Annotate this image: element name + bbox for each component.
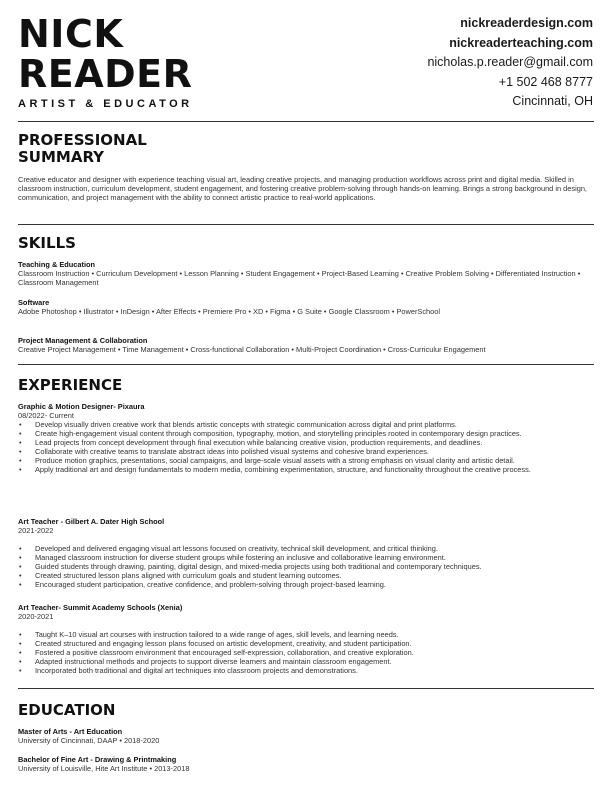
job-bullet: • Apply traditional art and design fundamentals to modern media, combining experimentation, structure, and functionality throughout the creative process. — [18, 465, 594, 474]
first-name: NICK — [18, 12, 124, 56]
contact-block — [427, 14, 593, 112]
job-bullet: • Develop visually driven creative work that blends artistic concepts with strategic communication across digital and print platforms. — [18, 420, 594, 429]
divider — [18, 224, 594, 225]
summary-title — [18, 132, 147, 166]
role-subtitle: ARTIST & EDUCATOR — [18, 98, 193, 110]
job-entry — [18, 603, 594, 675]
skill-group — [18, 336, 594, 354]
website-teaching-link[interactable]: nickreaderteaching.com — [449, 35, 593, 50]
summary-title-line2: SUMMARY — [18, 148, 105, 166]
divider — [18, 688, 594, 689]
last-name: READER — [18, 52, 193, 96]
job-bullets — [18, 630, 594, 675]
degree-detail: University of Cincinnati, DAAP • 2018-2020 — [18, 736, 160, 745]
job-entry — [18, 402, 594, 474]
skill-group-items: Classroom Instruction • Curriculum Development • Lesson Planning • Student Engagement • Project-Based Learning • Creative Problem Solving • Differentiated Instruction • Classroom Management — [18, 269, 581, 287]
education-entry — [18, 727, 594, 745]
job-bullet: • Encouraged student participation, creative confidence, and problem-solving through project-based learning. — [18, 580, 594, 589]
experience-title: EXPERIENCE — [18, 376, 123, 394]
job-bullet: • Adapted instructional methods and projects to support diverse learners and maintain classroom engagement. — [18, 657, 594, 666]
job-bullet: • Taught K–10 visual art courses with instruction tailored to a wide range of ages, skill levels, and learning needs. — [18, 630, 594, 639]
summary-title-line1: PROFESSIONAL — [18, 131, 147, 149]
degree-title: Bachelor of Fine Art - Drawing & Printmaking — [18, 755, 177, 764]
job-bullet: • Managed classroom instruction for diverse student groups while fostering an inclusive and collaborative learning environment. — [18, 553, 594, 562]
job-dates: 2020-2021 — [18, 612, 54, 621]
job-dates: 2021-2022 — [18, 526, 54, 535]
education-title: EDUCATION — [18, 701, 116, 719]
divider — [18, 364, 594, 365]
job-entry — [18, 517, 594, 589]
skill-group-heading: Teaching & Education — [18, 260, 96, 269]
degree-detail: University of Louisville, Hite Art Institute • 2013-2018 — [18, 764, 190, 773]
website-design-link[interactable]: nickreaderdesign.com — [460, 16, 593, 30]
skill-group — [18, 260, 594, 287]
job-dates: 08/2022- Current — [18, 411, 74, 420]
summary-text: Creative educator and designer with experience teaching visual art, leading creative projects, and managing production workflows across print and digital media. Skilled in classroom instruction, curriculum development, student engagement, and fostering creative problem-solving through hands-on learning. Brings a strong background in design, communication, and project management with the ability to connect artistic practice to real-world applications. — [18, 175, 587, 202]
skill-group-heading: Software — [18, 298, 50, 307]
skill-group-items: Creative Project Management • Time Management • Cross-functional Collaboration • Multi-Project Coordination • Cross-Curriculur Engagement — [18, 345, 486, 354]
skill-group — [18, 298, 594, 316]
phone-number: +1 502 468 8777 — [498, 74, 593, 89]
job-bullet: • Produce motion graphics, presentations, social campaigns, and large-scale visual assets with a strong emphasis on visual clarity and artistic detail. — [18, 456, 594, 465]
job-title: Art Teacher- Summit Academy Schools (Xenia) — [18, 603, 183, 612]
skills-title: SKILLS — [18, 234, 76, 252]
job-bullet: • Created structured lesson plans aligned with curriculum goals and student learning outcomes. — [18, 571, 594, 580]
skill-group-items: Adobe Photoshop • Illustrator • InDesign • After Effects • Premiere Pro • XD • Figma • G Suite • Google Classroom • PowerSchool — [18, 307, 441, 316]
email-link[interactable]: nicholas.p.reader@gmail.com — [427, 55, 593, 69]
job-bullet: • Lead projects from concept development through final execution while balancing creative vision, production requirements, and deadlines. — [18, 438, 594, 447]
divider — [18, 121, 594, 122]
job-bullet: • Incorporated both traditional and digital art techniques into classroom projects and demonstrations. — [18, 666, 594, 675]
job-bullet: • Created structured and engaging lesson plans focused on artistic development, creativity, and student participation. — [18, 639, 594, 648]
job-bullets — [18, 544, 594, 589]
location: Cincinnati, OH — [512, 94, 593, 108]
skill-group-heading: Project Management & Collaboration — [18, 336, 148, 345]
job-bullet: • Create high-engagement visual content through composition, typography, motion, and storytelling principles rooted in contemporary design practices. — [18, 429, 594, 438]
degree-title: Master of Arts - Art Education — [18, 727, 123, 736]
job-bullet: • Fostered a positive classroom environment that encouraged self-expression, collaboration, and creative exploration. — [18, 648, 594, 657]
job-title: Graphic & Motion Designer- Pixaura — [18, 402, 145, 411]
education-entry — [18, 755, 594, 773]
job-bullets — [18, 420, 594, 474]
name-heading — [18, 14, 192, 94]
job-bullet: • Guided students through drawing, painting, digital design, and mixed-media projects using both traditional and contemporary techniques. — [18, 562, 594, 571]
job-bullet: • Developed and delivered engaging visual art lessons focused on creativity, technical skill development, and critical thinking. — [18, 544, 594, 553]
job-title: Art Teacher - Gilbert A. Dater High School — [18, 517, 165, 526]
job-bullet: • Collaborate with creative teams to translate abstract ideas into polished visual systems and cohesive brand experiences. — [18, 447, 594, 456]
